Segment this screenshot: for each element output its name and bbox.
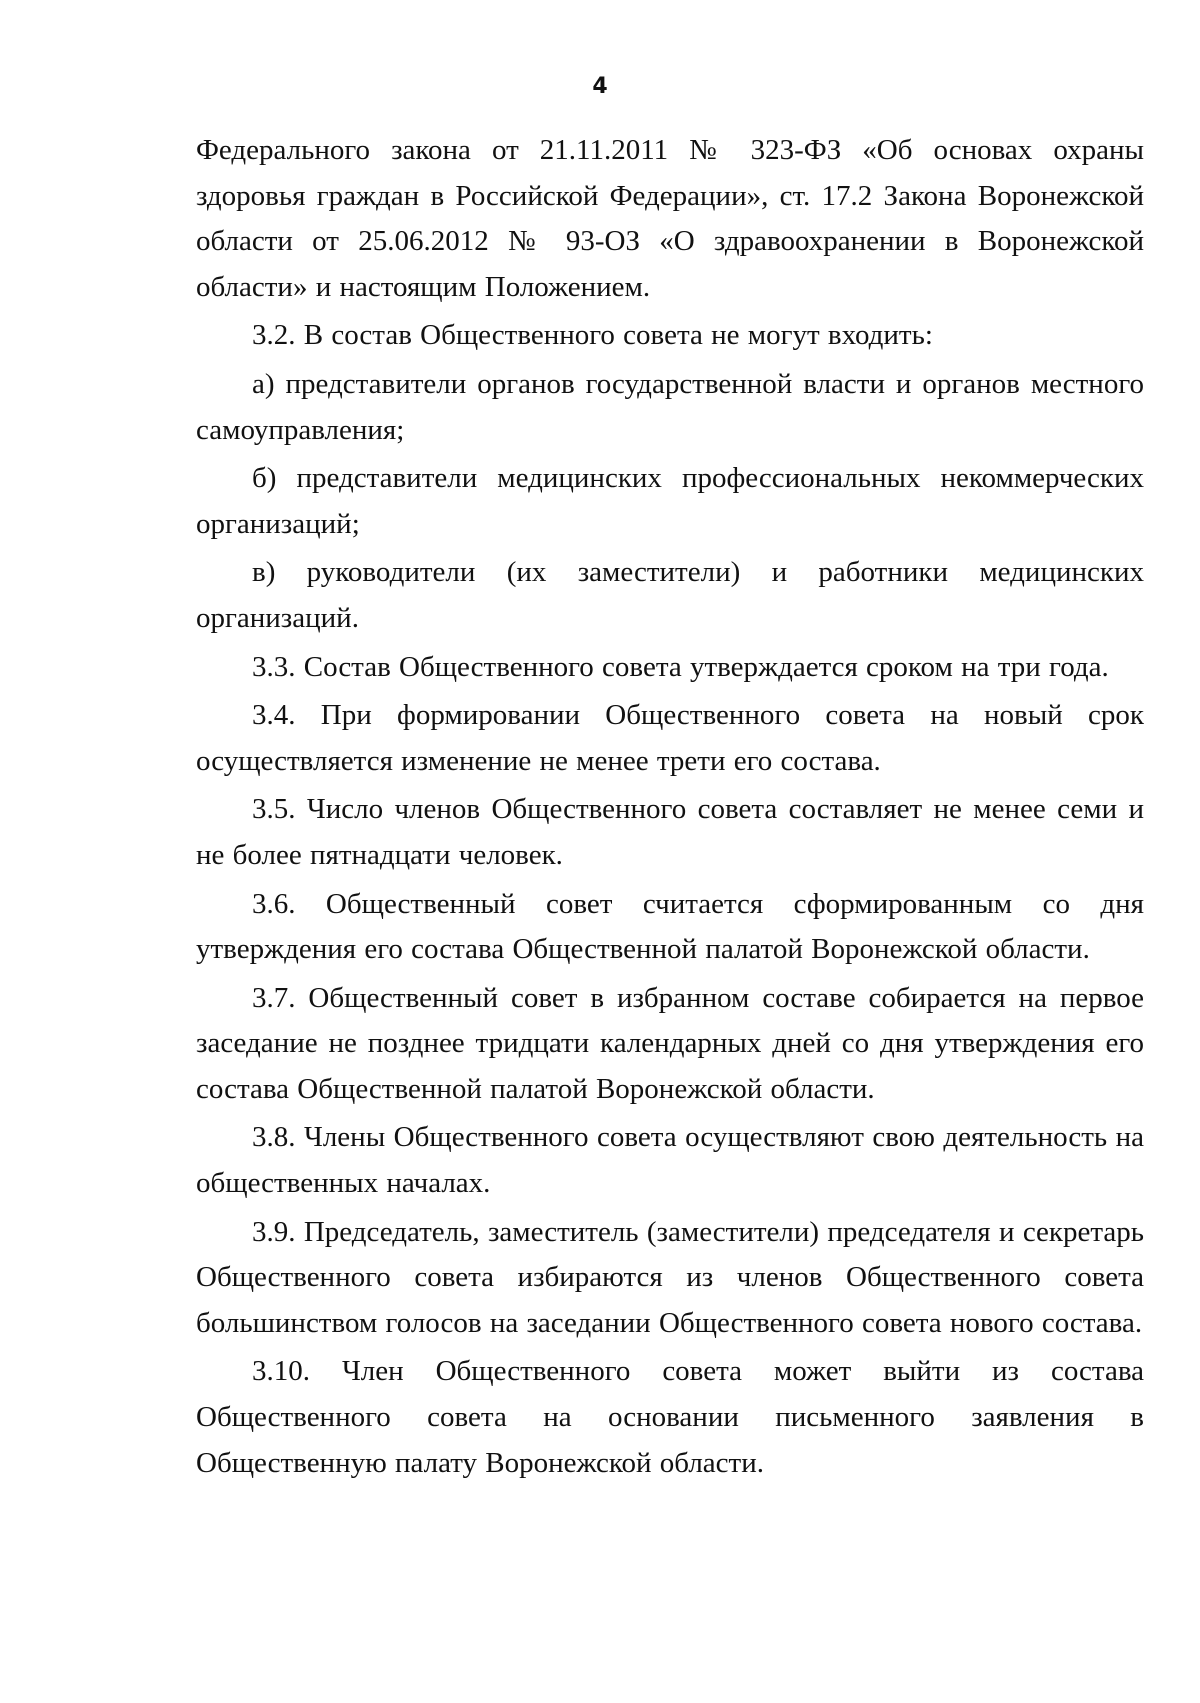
paragraph-3-2-a: а) представители органов государственной власти и органов местного самоуправления; xyxy=(196,367,1144,446)
paragraph-continuation: Федерального закона от 21.11.2011 № 323-ФЗ «Об основах охраны здоровья граждан в Российской Федерации», ст. 17.2 Закона Воронежской области от 25.06.2012 № 93-ОЗ «О здравоохранении в Воронежской области» и настоящим Положением. xyxy=(196,134,1144,303)
paragraph-3-2-b: б) представители медицинских профессиональных некоммерческих организаций; xyxy=(196,462,1144,540)
paragraph-3-3: 3.3. Состав Общественного совета утверждается сроком на три года. xyxy=(252,650,1109,683)
document-body xyxy=(196,128,1144,1489)
paragraph-3-8: 3.8. Члены Общественного совета осуществляют свою деятельность на общественных началах. xyxy=(196,1121,1144,1200)
page-number: 4 xyxy=(592,74,608,99)
paragraph-3-4: 3.4. При формировании Общественного совета на новый срок осуществляется изменение не менее трети его состава. xyxy=(196,699,1144,777)
paragraph-3-2: 3.2. В состав Общественного совета не могут входить: xyxy=(252,319,933,352)
paragraph-3-7: 3.7. Общественный совет в избранном составе собирается на первое заседание не позднее тридцати календарных дней со дня утверждения его состава Общественной палатой Воронежской области. xyxy=(196,981,1144,1105)
paragraph-3-2-v: в) руководители (их заместители) и работники медицинских организаций. xyxy=(196,556,1144,634)
paragraph-3-9: 3.9. Председатель, заместитель (заместители) председателя и секретарь Общественного совета избираются из членов Общественного совета большинством голосов на заседании Общественного совета нового состава. xyxy=(196,1215,1144,1339)
paragraph-3-6: 3.6. Общественный совет считается сформированным со дня утверждения его состава Общественной палатой Воронежской области. xyxy=(196,887,1144,966)
paragraph-3-10: 3.10. Член Общественного совета может выйти из состава Общественного совета на основании письменного заявления в Общественную палату Воронежской области. xyxy=(196,1355,1144,1479)
paragraph-3-5: 3.5. Число членов Общественного совета составляет не менее семи и не более пятнадцати человек. xyxy=(196,793,1144,871)
